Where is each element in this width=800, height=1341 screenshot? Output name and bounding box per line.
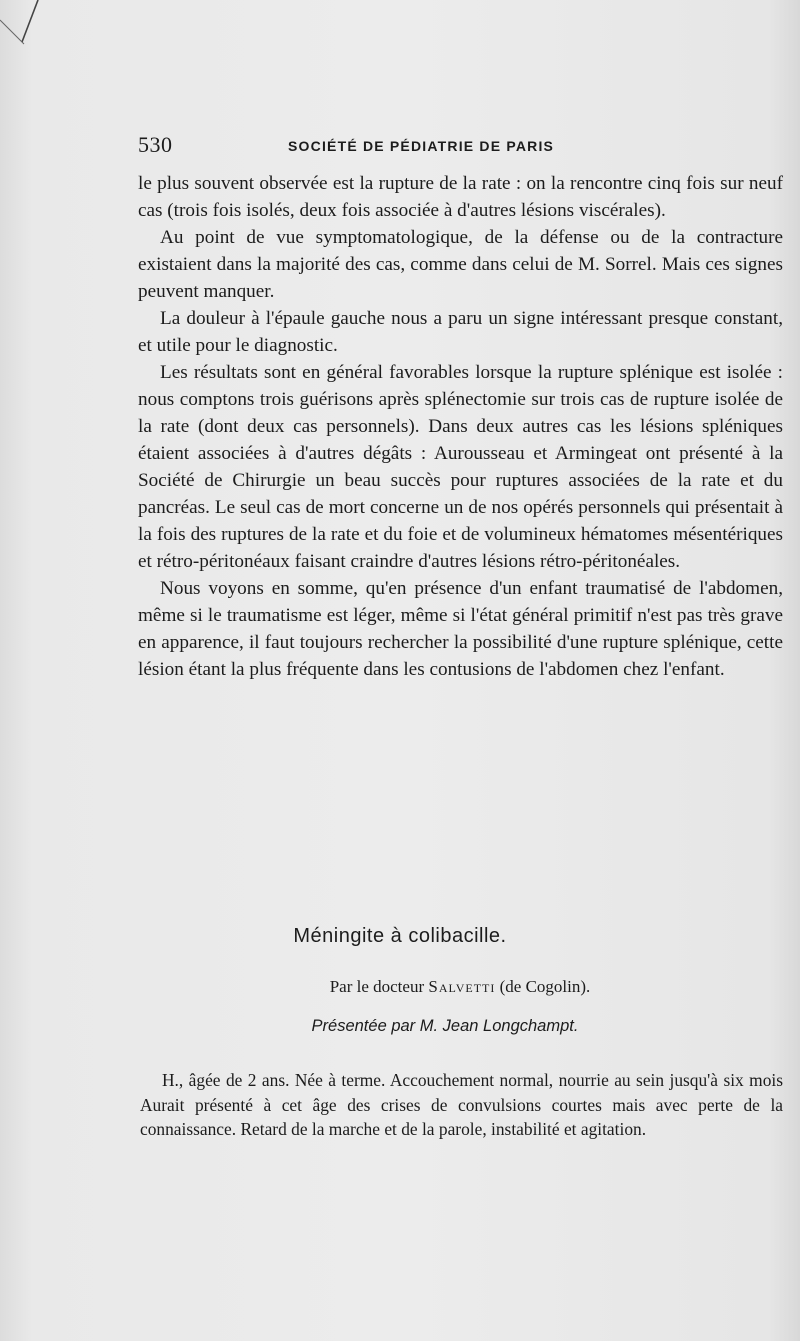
paragraph: La douleur à l'épaule gauche nous a paru un signe intéressant presque constant, et utile pour le diagnostic. (138, 308, 783, 356)
case-description (140, 1068, 783, 1142)
author-name: Salvetti (428, 977, 496, 996)
paragraph: le plus souvent observée est la rupture de la rate : on la rencontre cinq fois sur neuf cas (trois fois isolés, deux fois associée à d'autres lésions viscérales). (138, 173, 783, 221)
case-paragraph: H., âgée de 2 ans. Née à terme. Accouchement normal, nourrie au sein jusqu'à six mois Aurait présenté à cet âge des crises de convulsions courtes mais avec perte de la connaissance. Retard de la marche et de la parole, instabilité et agitation. (140, 1070, 783, 1139)
journal-title: SOCIÉTÉ DE PÉDIATRIE DE PARIS (288, 138, 555, 154)
article-title: Méningite à colibacille. (293, 925, 507, 947)
body-text (138, 170, 783, 683)
byline-suffix: (de Cogolin). (499, 977, 591, 996)
page-number: 530 (138, 132, 173, 157)
byline (0, 977, 800, 997)
paragraph: Au point de vue symptomatologique, de la défense ou de la contracture existaient dans la majorité des cas, comme dans celui de M. Sorrel. Mais ces signes peuvent manquer. (138, 227, 783, 302)
paragraph: Nous voyons en somme, qu'en présence d'un enfant traumatisé de l'abdomen, même si le traumatisme est léger, même si l'état général primitif n'est pas très grave en apparence, il faut toujours rechercher la possibilité d'une rupture splénique, cette lésion étant la plus fréquente dans les contusions de l'abdomen chez l'enfant. (138, 578, 783, 680)
paragraph: Les résultats sont en général favorables lorsque la rupture splénique est isolée : nous comptons trois guérisons après splénectomie sur trois cas de rupture isolée de la rate (dont deux cas personnels). Dans deux autres cas les lésions spléniques étaient associées à d'autres dégâts : Aurousseau et Armingeat ont présenté à la Société de Chirurgie un beau succès pour ruptures associées de la rate et du pancréas. Le seul cas de mort concerne un de nos opérés personnels qui présentait à la fois des ruptures de la rate et du foie et de volumineux hématomes mésentériques et rétro-péritonéaux faisant craindre d'autres lésions rétro-péritonéales. (138, 362, 783, 572)
running-head (138, 132, 598, 162)
presenter-line: Présentée par M. Jean Longchampt. (311, 1017, 579, 1035)
byline-prefix: Par le docteur (329, 977, 425, 996)
scan-edge-mark (0, 0, 60, 60)
